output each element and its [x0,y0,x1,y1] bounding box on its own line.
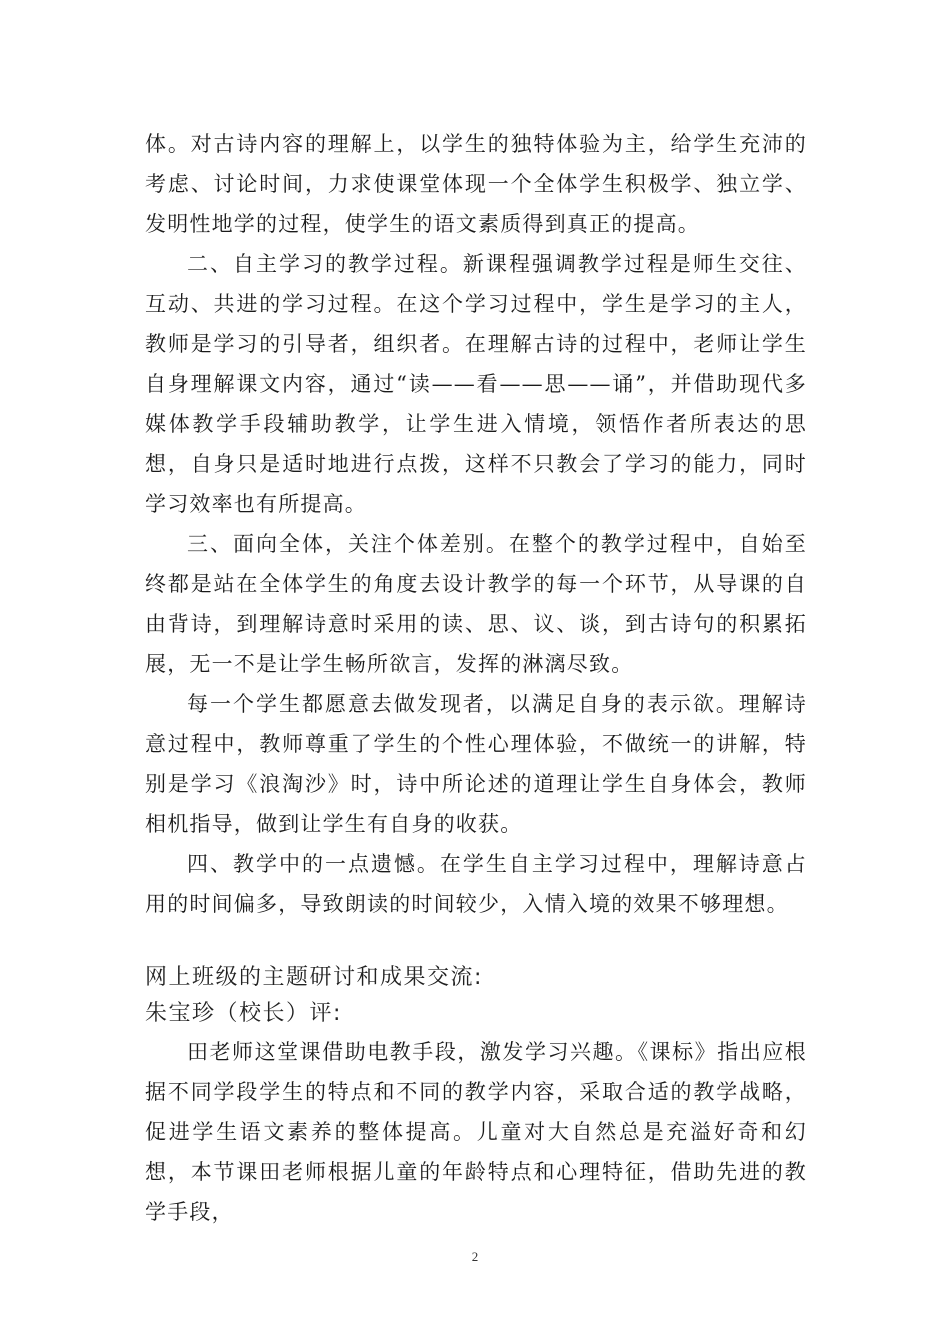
paragraph-regret: 四、教学中的一点遗憾。在学生自主学习过程中，理解诗意占用的时间偏多，导致朗读的时间较少，入情入境的效果不够理想。 [145,852,807,916]
document-body [145,124,807,1232]
section-heading: 网上班级的主题研讨和成果交流: [145,965,483,990]
paragraph-self-directed-learning: 二、自主学习的教学过程。新课程强调教学过程是师生交往、互动、共进的学习过程。在这个学习过程中，学生是学习的主人，教师是学习的引导者，组织者。在理解古诗的过程中，老师让学生自身理解课文内容，通过“读——看——思——诵”，并借助现代多媒体教学手段辅助教学，让学生进入情境，领悟作者所表达的思想，自身只是适时地进行点拨，这样不只教会了学习的能力，同时学习效率也有所提高。 [145,252,807,516]
page-number: 2 [471,1249,479,1264]
paragraph-continuation: 体。对古诗内容的理解上，以学生的独特体验为主，给学生充沛的考虑、讨论时间，力求使课堂体现一个全体学生积极学、独立学、发明性地学的过程，使学生的语文素质得到真正的提高。 [145,132,807,236]
reviewer-heading: 朱宝珍（校长）评: [145,1001,342,1026]
paragraph-whole-class: 三、面向全体，关注个体差别。在整个的教学过程中，自始至终都是站在全体学生的角度去设计教学的每一个环节，从导课的自由背诗，到理解诗意时采用的读、思、议、谈，到古诗句的积累拓展，无一不是让学生畅所欲言，发挥的淋漓尽致。 [145,532,807,676]
review-paragraph: 田老师这堂课借助电教手段，激发学习兴趣。《课标》指出应根据不同学段学生的特点和不同的教学内容，采取合适的教学战略，促进学生语文素养的整体提高。儿童对大自然总是充溢好奇和幻想，本节课田老师根据儿童的年龄特点和心理特征，借助先进的教学手段， [145,1040,807,1224]
paragraph-student-discovery: 每一个学生都愿意去做发现者，以满足自身的表示欲。理解诗意过程中，教师尊重了学生的个性心理体验，不做统一的讲解，特别是学习《浪淘沙》时，诗中所论述的道理让学生自身体会，教师相机指导，做到让学生有自身的收获。 [145,692,807,836]
